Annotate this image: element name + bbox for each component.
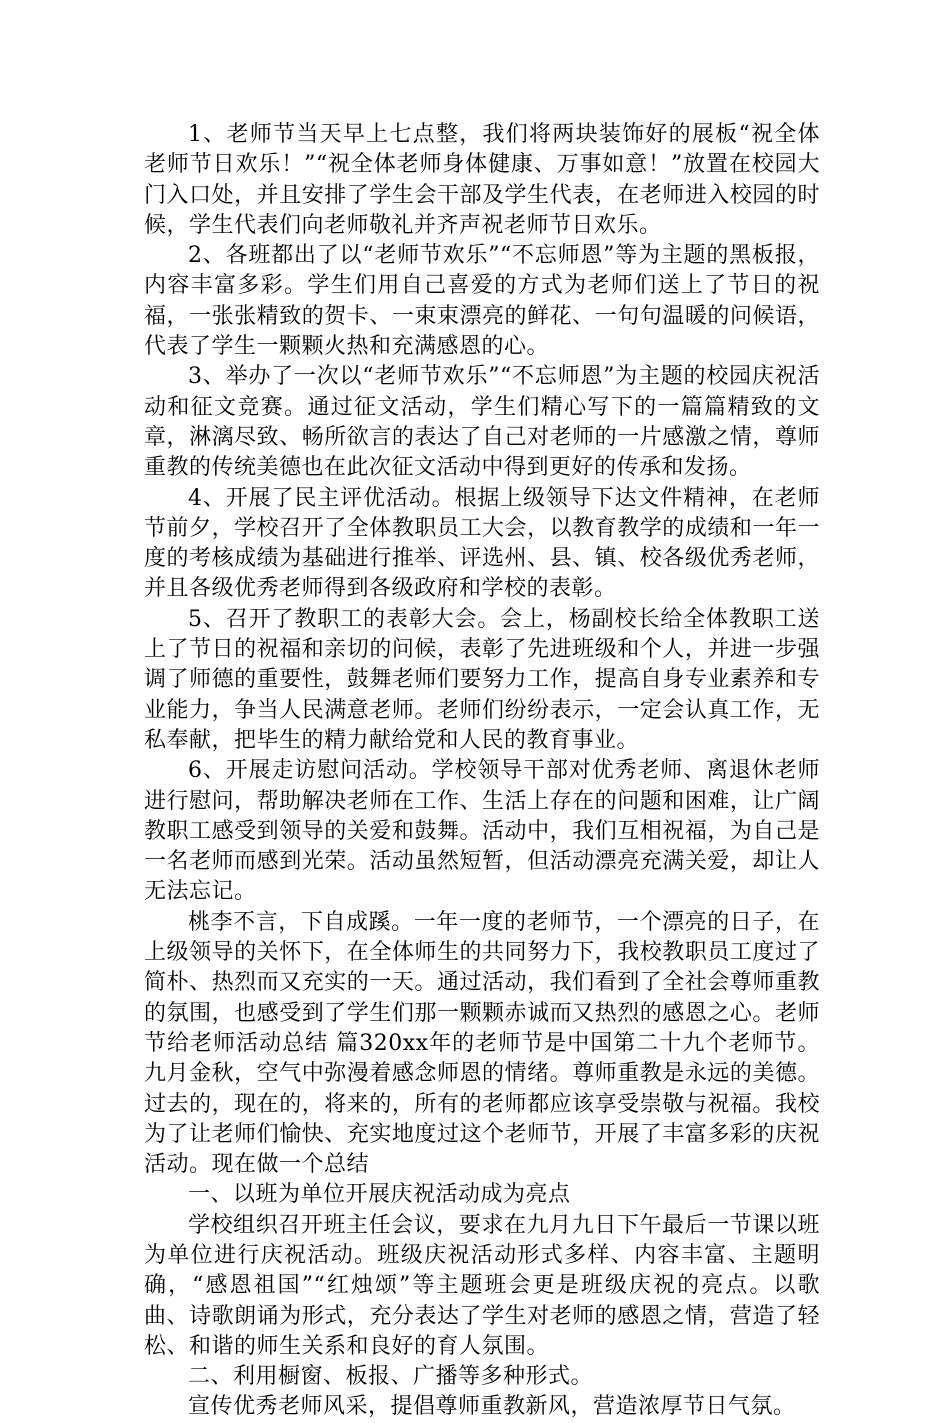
paragraph-6: 6、开展走访慰问活动。学校领导干部对优秀老师、离退休老师进行慰问，帮助解决老师在工作、生活上存在的问题和困难，让广阔教职工感受到领导的关爱和鼓舞。活动中，我们互相祝福，为自己是一名老师而感到光荣。活动虽然短暂，但活动漂亮充满关爱，却让人无法忘记。 [144,758,820,905]
paragraph-summary: 桃李不言，下自成蹊。一年一度的老师节，一个漂亮的日子，在上级领导的关怀下，在全体师生的共同努力下，我校教职员工度过了简朴、热烈而又充实的一天。通过活动，我们看到了全社会尊师重教的氛围，也感受到了学生们那一颗颗赤诚而又热烈的感恩之心。老师节给老师活动总结 篇320xx年的老师节是中国第二十九个老师节。九月金秋，空气中弥漫着感念师恩的情绪。尊师重教是永远的美德。过去的，现在的，将来的，所有的老师都应该享受崇敬与祝福。我校为了让老师们愉快、充实地度过这个老师节，开展了丰富多彩的庆祝活动。现在做一个总结 [144,909,820,1178]
paragraph-section-1: 学校组织召开班主任会议，要求在九月九日下午最后一节课以班为单位进行庆祝活动。班级庆祝活动形式多样、内容丰富、主题明确，“感恩祖国”“红烛颂”等主题班会更是班级庆祝的亮点。以歌曲、诗歌朗诵为形式，充分表达了学生对老师的感恩之情，营造了轻松、和谐的师生关系和良好的育人氛围。 [144,1212,820,1359]
document-page [144,120,820,1423]
paragraph-5: 5、召开了教职工的表彰大会。会上，杨副校长给全体教职工送上了节日的祝福和亲切的问候，表彰了先进班级和个人，并进一步强调了师德的重要性，鼓舞老师们要努力工作，提高自身专业素养和专业能力，争当人民满意老师。老师们纷纷表示，一定会认真工作，无私奉献，把毕生的精力献给党和人民的教育事业。 [144,606,820,753]
paragraph-4: 4、开展了民主评优活动。根据上级领导下达文件精神，在老师节前夕，学校召开了全体教职员工大会，以教育教学的成绩和一年一度的考核成绩为基础进行推举、评选州、县、镇、校各级优秀老师，并且各级优秀老师得到各级政府和学校的表彰。 [144,485,820,602]
paragraph-section-2: 宣传优秀老师风采，提倡尊师重教新风，营造浓厚节日气氛。 [188,1394,796,1420]
paragraph-2: 2、各班都出了以“老师节欢乐”“不忘师恩”等为主题的黑板报，内容丰富多彩。学生们用自己喜爱的方式为老师们送上了节日的祝福，一张张精致的贺卡、一束束漂亮的鲜花、一句句温暖的问候语，代表了学生一颗颗火热和充满感恩的心。 [144,243,820,360]
paragraph-3: 3、举办了一次以“老师节欢乐”“不忘师恩”为主题的校园庆祝活动和征文竞赛。通过征文活动，学生们精心写下的一篇篇精致的文章，淋漓尽致、畅所欲言的表达了自己对老师的一片感激之情，尊师重教的传统美德也在此次征文活动中得到更好的传承和发扬。 [144,364,820,481]
section-heading-2: 二、利用橱窗、板报、广播等多种形式。 [188,1364,594,1390]
section-heading-1: 一、以班为单位开展庆祝活动成为亮点 [188,1182,571,1208]
paragraph-1: 1、老师节当天早上七点整，我们将两块装饰好的展板“祝全体老师节日欢乐！”“祝全体老师身体健康、万事如意！”放置在校园大门入口处，并且安排了学生会干部及学生代表，在老师进入校园的时候，学生代表们向老师敬礼并齐声祝老师节日欢乐。 [144,122,820,238]
